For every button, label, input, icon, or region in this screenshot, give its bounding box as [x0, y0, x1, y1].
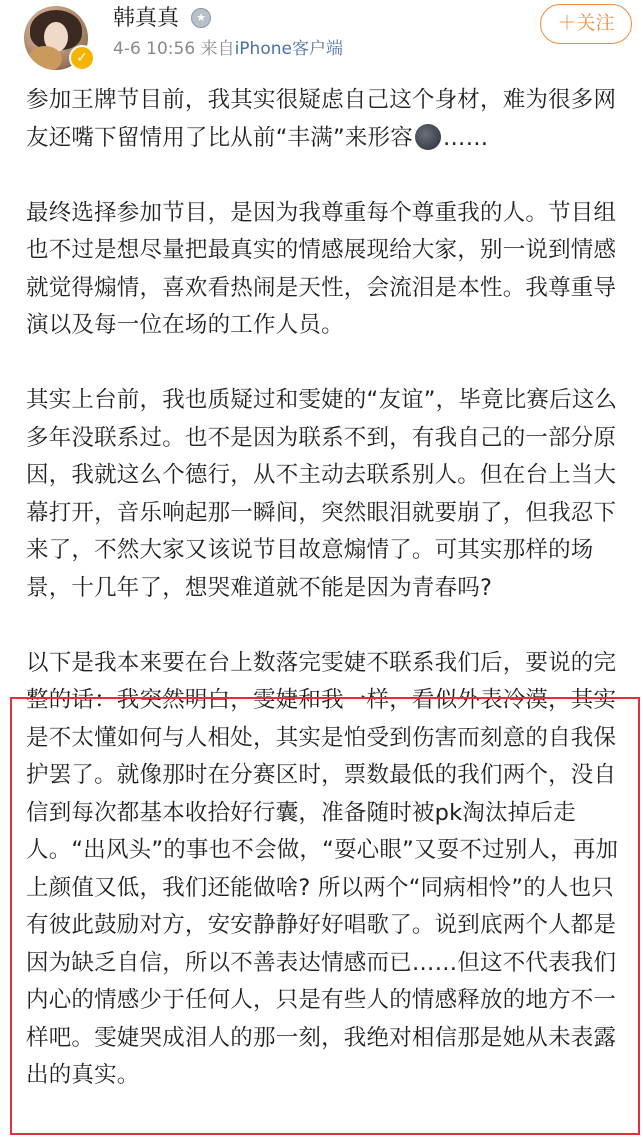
post-paragraph-1: [26, 82, 626, 157]
follow-button[interactable]: ＋关注: [540, 4, 632, 44]
username[interactable]: 韩真真: [113, 6, 180, 31]
medal-badge-icon[interactable]: ★: [191, 8, 211, 28]
paragraph-1-ellipsis: ……: [442, 124, 489, 151]
post-body: [26, 82, 626, 1095]
post-paragraph-2: 最终选择参加节目，是因为我尊重每个尊重我的人。节目组也不过是想尽量把最真实的情感展现给大家，别一说到情感就觉得煽情，喜欢看热闹是天性，会流泪是本性。我尊重导演以及每一位在场的工作人员。: [26, 199, 617, 338]
source-prefix: 来自: [200, 39, 235, 59]
moon-face-emoji-icon: [415, 124, 441, 150]
post-source[interactable]: iPhone客户端: [234, 39, 343, 59]
post-meta: [113, 37, 343, 61]
paragraph-1-text: 参加王牌节目前，我其实很疑虑自己这个身材，难为很多网友还嘴下留情用了比从前“丰满”来形容: [26, 87, 617, 151]
post-paragraph-4: 以下是我本来要在台上数落完雯婕不联系我们后，要说的完整的话：我突然明白，雯婕和我一样，看似外表冷漠，其实是不太懂如何与人相处，其实是怕受到伤害而刻意的自我保护罢了。就像那时在分赛区时，票数最低的我们两个，没自信到每次都基本收拾好行囊，准备随时被pk淘汰掉后走人。“出风头”的事也不会做，“耍心眼”又耍不过别人，再加上颜值又低，我们还能做啥? 所以两个“同病相怜”的人也只有彼此鼓励对方，安安静静好好唱歌了。说到底两个人都是因为缺乏自信，所以不善表达情感而已……但这不代表我们内心的情感少于任何人，只是有些人的情感释放的地方不一样吧。雯婕哭成泪人的那一刻，我绝对相信那是她从未表露出的真实。: [26, 649, 619, 1088]
verified-icon: ✓: [69, 45, 95, 71]
post-paragraph-3: 其实上台前，我也质疑过和雯婕的“友谊”，毕竟比赛后这么多年没联系过。也不是因为联系不到，有我自己的一部分原因，我就这么个德行，从不主动去联系别人。但在台上当大幕打开，音乐响起那一瞬间，突然眼泪就要崩了，但我忍下来了，不然大家又该说节目故意煽情了。可其实那样的场景，十几年了，想哭难道就不能是因为青春吗?: [26, 387, 618, 601]
post-time: 4-6 10:56: [113, 39, 196, 59]
post-header: [0, 0, 643, 72]
avatar-guitar: [28, 46, 62, 70]
